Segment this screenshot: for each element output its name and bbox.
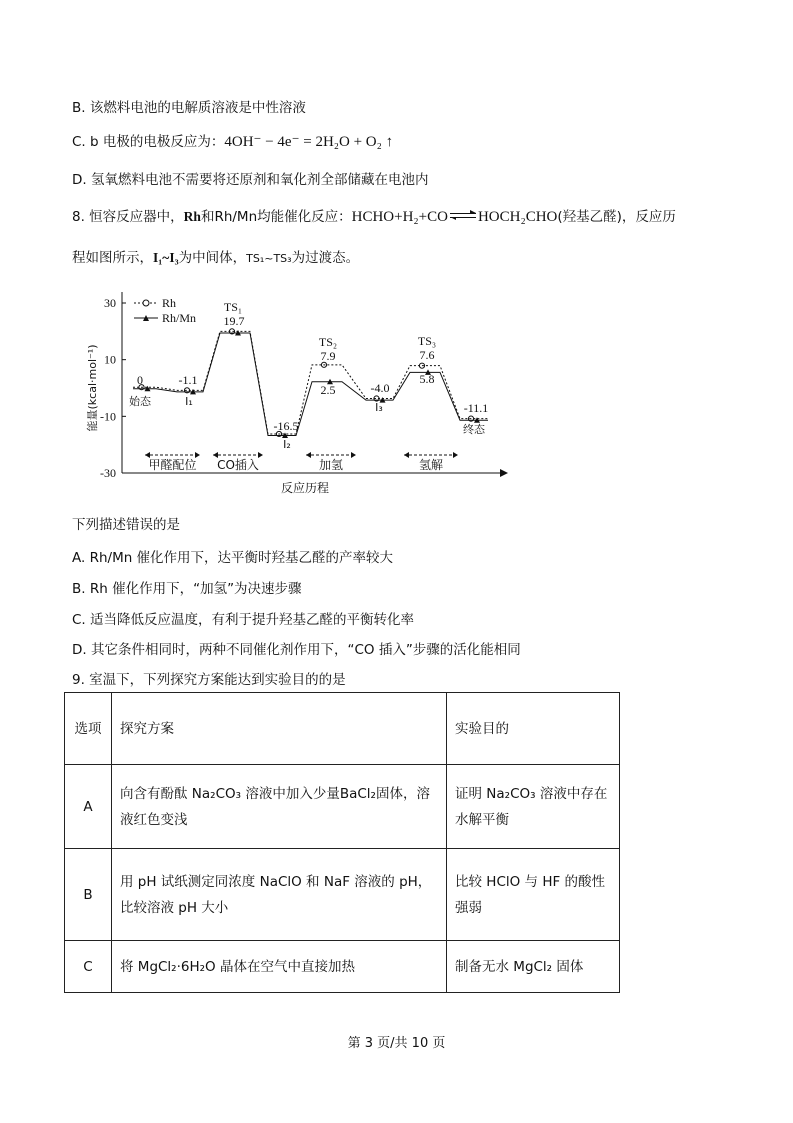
y-tick-label: 30 bbox=[104, 296, 116, 310]
table-header-option: 选项 bbox=[65, 693, 112, 765]
ts2-label: TS₂ bbox=[318, 335, 338, 349]
table-cell-plan: 用 pH 试纸测定同浓度 NaClO 和 NaF 溶液的 pH，比较溶液 pH 大小 bbox=[112, 849, 447, 941]
step-arrow-right-icon bbox=[453, 452, 458, 458]
y-tick-label: 10 bbox=[104, 352, 116, 367]
y-tick-label: -30 bbox=[100, 466, 116, 480]
q8-option-b[interactable]: B. Rh 催化作用下，“加氢”为决速步骤 bbox=[72, 581, 302, 597]
q8-rhmn: Rh/Mn bbox=[214, 209, 258, 225]
table-row bbox=[65, 849, 620, 941]
table-cell-purpose: 证明 Na₂CO₃ 溶液中存在水解平衡 bbox=[447, 765, 620, 849]
value-label: 7.9 bbox=[320, 349, 336, 363]
prev-option-b: B. 该燃料电池的电解质溶液是中性溶液 bbox=[72, 100, 306, 116]
q8-catalyze: 均能催化反应： bbox=[257, 209, 352, 225]
step-label: CO插入 bbox=[217, 458, 259, 472]
q8-prefix: 8. 恒容反应器中， bbox=[72, 209, 184, 225]
value-label: -11.1 bbox=[463, 401, 489, 415]
step-label: 甲醛配位 bbox=[148, 458, 197, 472]
state-label: I₁ bbox=[185, 395, 193, 408]
state-label: I₃ bbox=[375, 401, 383, 414]
legend-rhmn-label: Rh/Mn bbox=[162, 311, 197, 325]
table-cell-plan: 向含有酚酞 Na₂CO₃ 溶液中加入少量BaCl₂固体，溶液红色变浅 bbox=[112, 765, 447, 849]
table-header-plan: 探究方案 bbox=[112, 693, 447, 765]
q8-option-a[interactable]: A. Rh/Mn 催化作用下，达平衡时羟基乙醛的产率较大 bbox=[72, 550, 394, 566]
table-cell-purpose: 制备无水 MgCl₂ 固体 bbox=[447, 941, 620, 993]
table-row bbox=[65, 765, 620, 849]
table-cell-option: A bbox=[65, 765, 112, 849]
q8-ask: 下列描述错误的是 bbox=[72, 517, 180, 533]
q8-intermediates-desc: 为中间体， bbox=[178, 250, 247, 266]
q8-product-name: (羟基乙醛)，反应历 bbox=[557, 209, 676, 225]
step-arrow-right-icon bbox=[351, 452, 356, 458]
question-9-stem: 9. 室温下，下列探究方案能达到实验目的的是 bbox=[72, 672, 346, 688]
state-label: 始态 bbox=[129, 395, 151, 408]
page-footer: 第 3 页/共 10 页 bbox=[347, 1036, 446, 1051]
value-label: 19.7 bbox=[223, 314, 245, 328]
value-label: -1.1 bbox=[178, 373, 198, 387]
q8-rh: Rh bbox=[183, 209, 201, 224]
table-cell-plan: 将 MgCl₂·6H₂O 晶体在空气中直接加热 bbox=[112, 941, 447, 993]
q8-transition-desc: 为过渡态。 bbox=[291, 250, 360, 266]
table-header-purpose: 实验目的 bbox=[447, 693, 620, 765]
step-arrow-left-icon bbox=[306, 452, 311, 458]
table-cell-option: B bbox=[65, 849, 112, 941]
value-label: 7.6 bbox=[419, 348, 435, 362]
ts3-label: TS₃ bbox=[417, 334, 437, 348]
value-label: 0 bbox=[137, 373, 143, 387]
q8-and: 和 bbox=[200, 209, 215, 225]
y-axis-label: 能量(kcal·mol⁻¹) bbox=[86, 344, 99, 432]
q8-product: HOCH₂CHO bbox=[477, 209, 558, 225]
ts1-label: TS₁ bbox=[223, 300, 243, 314]
step-label: 氢解 bbox=[418, 458, 444, 472]
q8-option-c[interactable]: C. 适当降低反应温度，有利于提升羟基乙醛的平衡转化率 bbox=[72, 612, 415, 628]
step-arrow-left-icon bbox=[404, 452, 409, 458]
table-row bbox=[65, 941, 620, 993]
prev-option-d: D. 氢氧燃料电池不需要将还原剂和氧化剂全部储藏在电池内 bbox=[72, 172, 429, 188]
q8-transition-states: TS₁~TS₃ bbox=[246, 252, 292, 265]
value-label: -4.0 bbox=[370, 381, 390, 395]
energy-profile-chart bbox=[0, 0, 793, 520]
prev-option-c-equation: 4OH⁻ − 4e⁻ = 2H₂O + O₂ ↑ bbox=[224, 134, 394, 150]
q8-intermediates: I₁~I₃ bbox=[153, 250, 179, 265]
q8-pathway: 程如图所示， bbox=[72, 250, 153, 266]
x-axis-label: 反应历程 bbox=[280, 481, 330, 495]
experiment-table bbox=[64, 692, 620, 993]
state-label: 终态 bbox=[463, 423, 485, 436]
table-cell-option: C bbox=[65, 941, 112, 993]
state-label: I₂ bbox=[283, 438, 291, 451]
legend-rh-label: Rh bbox=[162, 296, 177, 310]
value-label: 5.8 bbox=[419, 372, 435, 386]
table-cell-purpose: 比较 HClO 与 HF 的酸性强弱 bbox=[447, 849, 620, 941]
prev-option-c-label: C. b 电极的电极反应为： bbox=[72, 134, 225, 150]
table-header-row bbox=[65, 693, 620, 765]
x-axis-arrow-icon bbox=[500, 469, 508, 477]
y-tick-label: -10 bbox=[100, 409, 116, 424]
q8-option-d[interactable]: D. 其它条件相同时，两种不同催化剂作用下，“CO 插入”步骤的活化能相同 bbox=[72, 642, 521, 658]
value-label: -16.5 bbox=[273, 419, 299, 433]
legend-rh-marker bbox=[143, 300, 149, 306]
q8-reactants: HCHO+H₂+CO bbox=[351, 209, 448, 225]
value-label: 2.5 bbox=[320, 383, 336, 397]
step-label: 加氢 bbox=[318, 458, 344, 472]
